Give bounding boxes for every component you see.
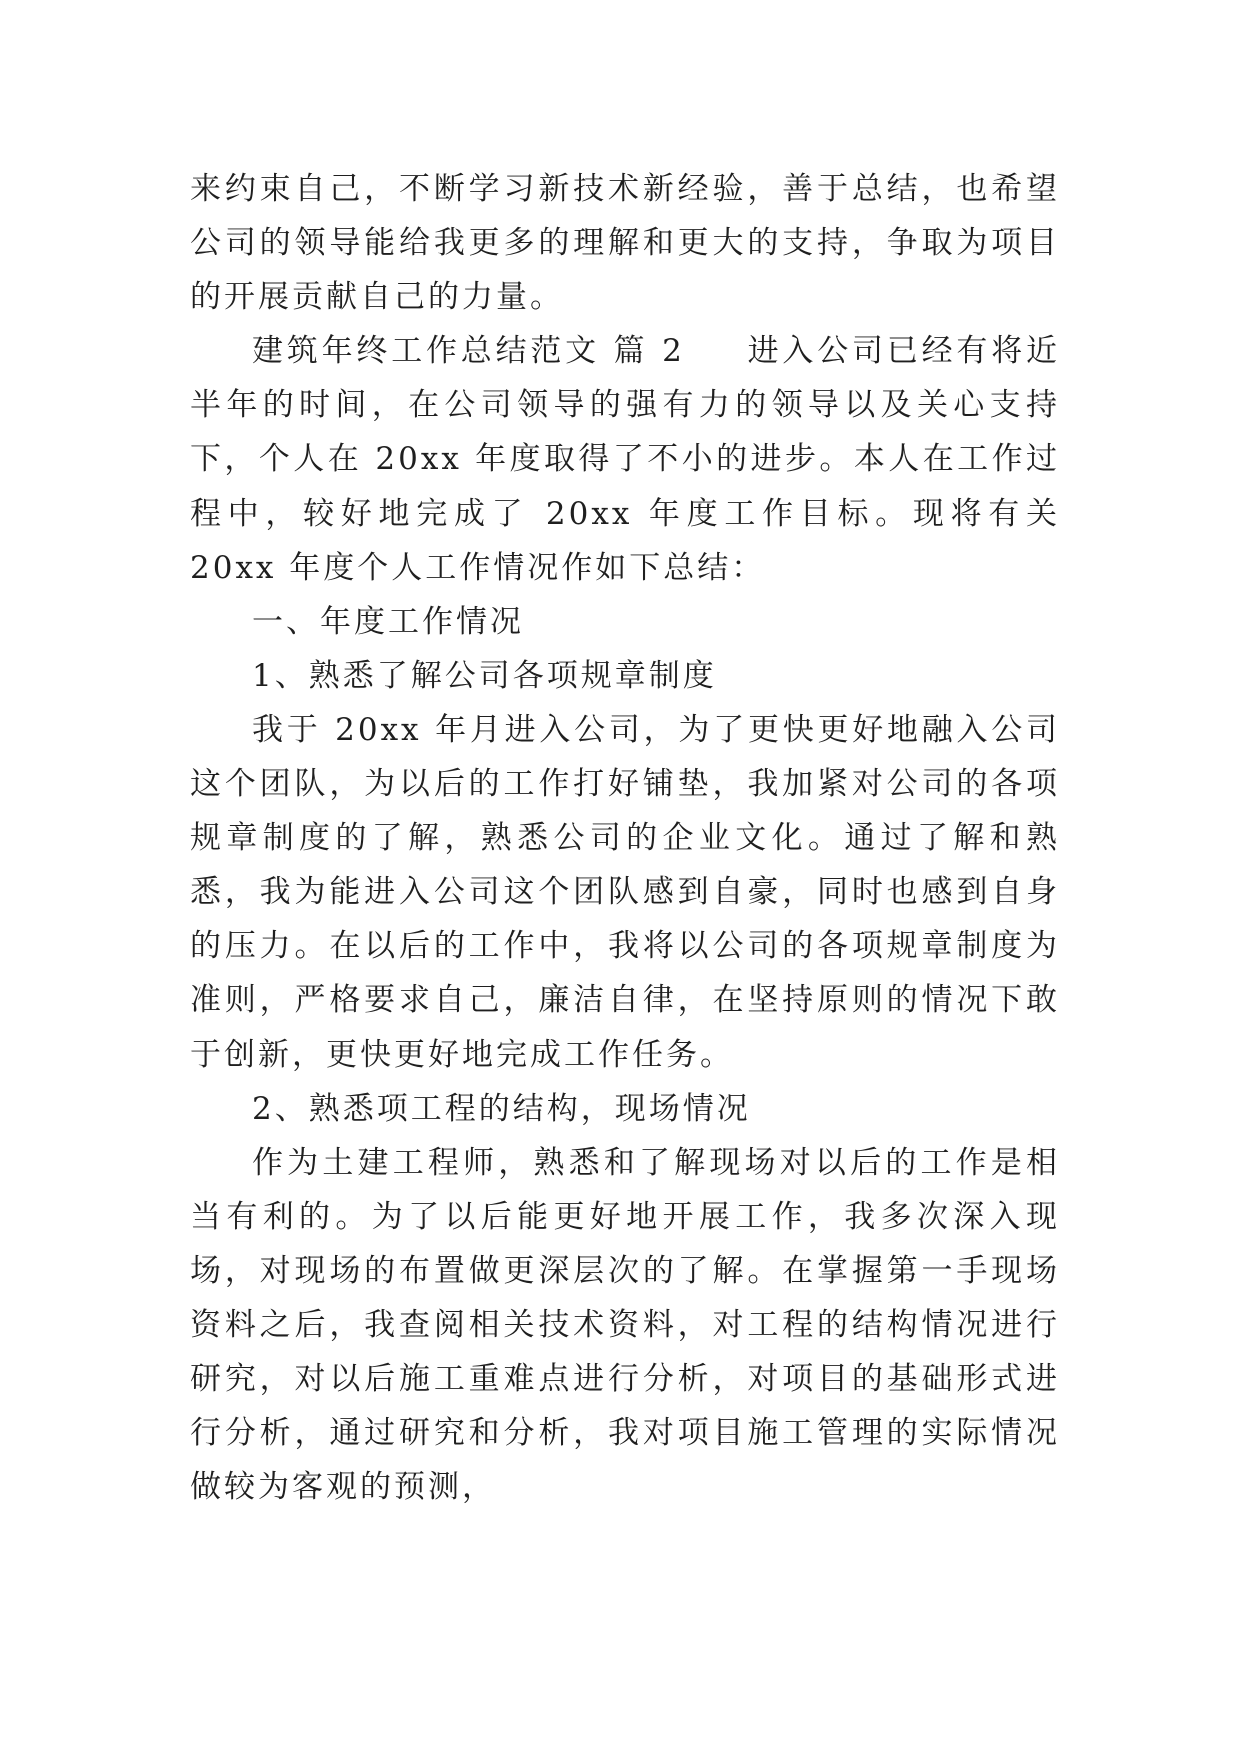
- paragraph-rules: 我于 20xx 年月进入公司，为了更快更好地融入公司这个团队，为以后的工作打好铺垫，我加紧对公司的各项规章制度的了解，熟悉公司的企业文化。通过了解和熟悉，我为能进入公司这个团队感到自豪，同时也感到自身的压力。在以后的工作中，我将以公司的各项规章制度为准则，严格要求自己，廉洁自律，在坚持原则的情况下敢于创新，更快更好地完成工作任务。: [190, 711, 1060, 1073]
- heading-annual-work: 一、年度工作情况: [252, 603, 524, 640]
- paragraph-continued: 来约束自己，不断学习新技术新经验，善于总结，也希望公司的领导能给我更多的理解和更大的支持，争取为项目的开展贡献自己的力量。: [190, 171, 1060, 316]
- document-body: [190, 162, 1060, 1514]
- section-intro: 进入公司已经有将近半年的时间，在公司领导的强有力的领导以及关心支持下，个人在 20xx 年度取得了不小的进步。本人在工作过程中，较好地完成了 20xx 年度工作目标。现将有关 20xx 年度个人工作情况作如下总结：: [190, 333, 1060, 586]
- subheading-site: 2、熟悉项工程的结构，现场情况: [252, 1090, 751, 1127]
- section-paragraph: [190, 324, 1060, 594]
- paragraph-site: 作为土建工程师，熟悉和了解现场对以后的工作是相当有利的。为了以后能更好地开展工作，我多次深入现场，对现场的布置做更深层次的了解。在掌握第一手现场资料之后，我查阅相关技术资料，对工程的结构情况进行研究，对以后施工重难点进行分析，对项目的基础形式进行分析，通过研究和分析，我对项目施工管理的实际情况做较为客观的预测，: [190, 1144, 1060, 1506]
- section-title: 建筑年终工作总结范文 篇 2: [252, 333, 685, 370]
- subheading-rules: 1、熟悉了解公司各项规章制度: [252, 657, 717, 694]
